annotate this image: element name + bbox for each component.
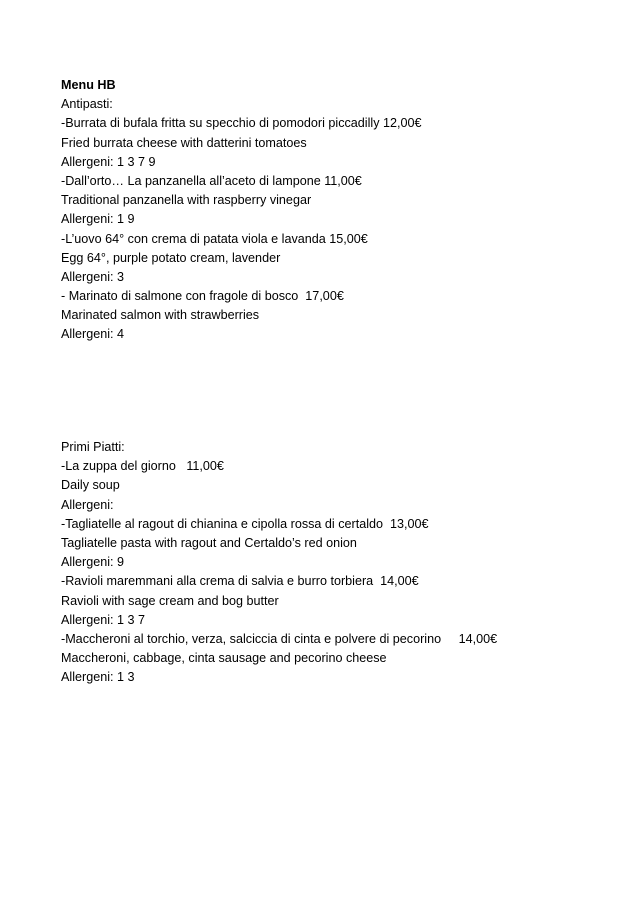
- antipasti-item-4-english: Marinated salmon with strawberries: [61, 308, 260, 323]
- antipasti-item-2-allergens: Allergeni: 1 9: [61, 212, 135, 227]
- primi-item-1-english: Daily soup: [61, 478, 120, 493]
- antipasti-item-3-name: -L’uovo 64° con crema di patata viola e lavanda 15,00€: [61, 231, 368, 246]
- primi-item-3-allergens: Allergeni: 1 3 7: [61, 612, 146, 627]
- antipasti-item-2-english: Traditional panzanella with raspberry vinegar: [61, 193, 312, 208]
- primi-heading: Primi Piatti:: [61, 440, 125, 454]
- antipasti-section: [61, 76, 621, 345]
- primi-item-4-english: Maccheroni, cabbage, cinta sausage and pecorino cheese: [61, 651, 387, 666]
- antipasti-item-1-english: Fried burrata cheese with datterini tomatoes: [61, 135, 307, 150]
- antipasti-item-3-english: Egg 64°, purple potato cream, lavender: [61, 250, 281, 265]
- primi-item-3-english: Ravioli with sage cream and bog butter: [61, 593, 279, 608]
- primi-item-1-name: -La zuppa del giorno 11,00€: [61, 459, 224, 474]
- menu-title: Menu HB: [61, 78, 116, 92]
- primi-item-2-name: -Tagliatelle al ragout di chianina e cipolla rossa di certaldo 13,00€: [61, 516, 429, 531]
- antipasti-heading: Antipasti:: [61, 97, 113, 112]
- antipasti-item-4-name: - Marinato di salmone con fragole di bosco 17,00€: [61, 289, 344, 304]
- primi-item-2-english: Tagliatelle pasta with ragout and Certaldo’s red onion: [61, 535, 357, 550]
- primi-section: [61, 438, 621, 687]
- primi-item-4-allergens: Allergeni: 1 3: [61, 670, 135, 685]
- antipasti-item-1-name: -Burrata di bufala fritta su specchio di pomodori piccadilly 12,00€: [61, 116, 422, 131]
- primi-item-4-name: -Maccheroni al torchio, verza, salciccia di cinta e polvere di pecorino 14,00€: [61, 631, 498, 646]
- primi-item-3-name: -Ravioli maremmani alla crema di salvia e burro torbiera 14,00€: [61, 574, 419, 589]
- antipasti-item-2-name: -Dall’orto… La panzanella all’aceto di lampone 11,00€: [61, 173, 362, 188]
- antipasti-item-3-allergens: Allergeni: 3: [61, 269, 125, 284]
- antipasti-item-1-allergens: Allergeni: 1 3 7 9: [61, 154, 156, 169]
- antipasti-item-4-allergens: Allergeni: 4: [61, 327, 125, 342]
- primi-item-1-allergens: Allergeni:: [61, 497, 114, 512]
- primi-item-2-allergens: Allergeni: 9: [61, 555, 125, 570]
